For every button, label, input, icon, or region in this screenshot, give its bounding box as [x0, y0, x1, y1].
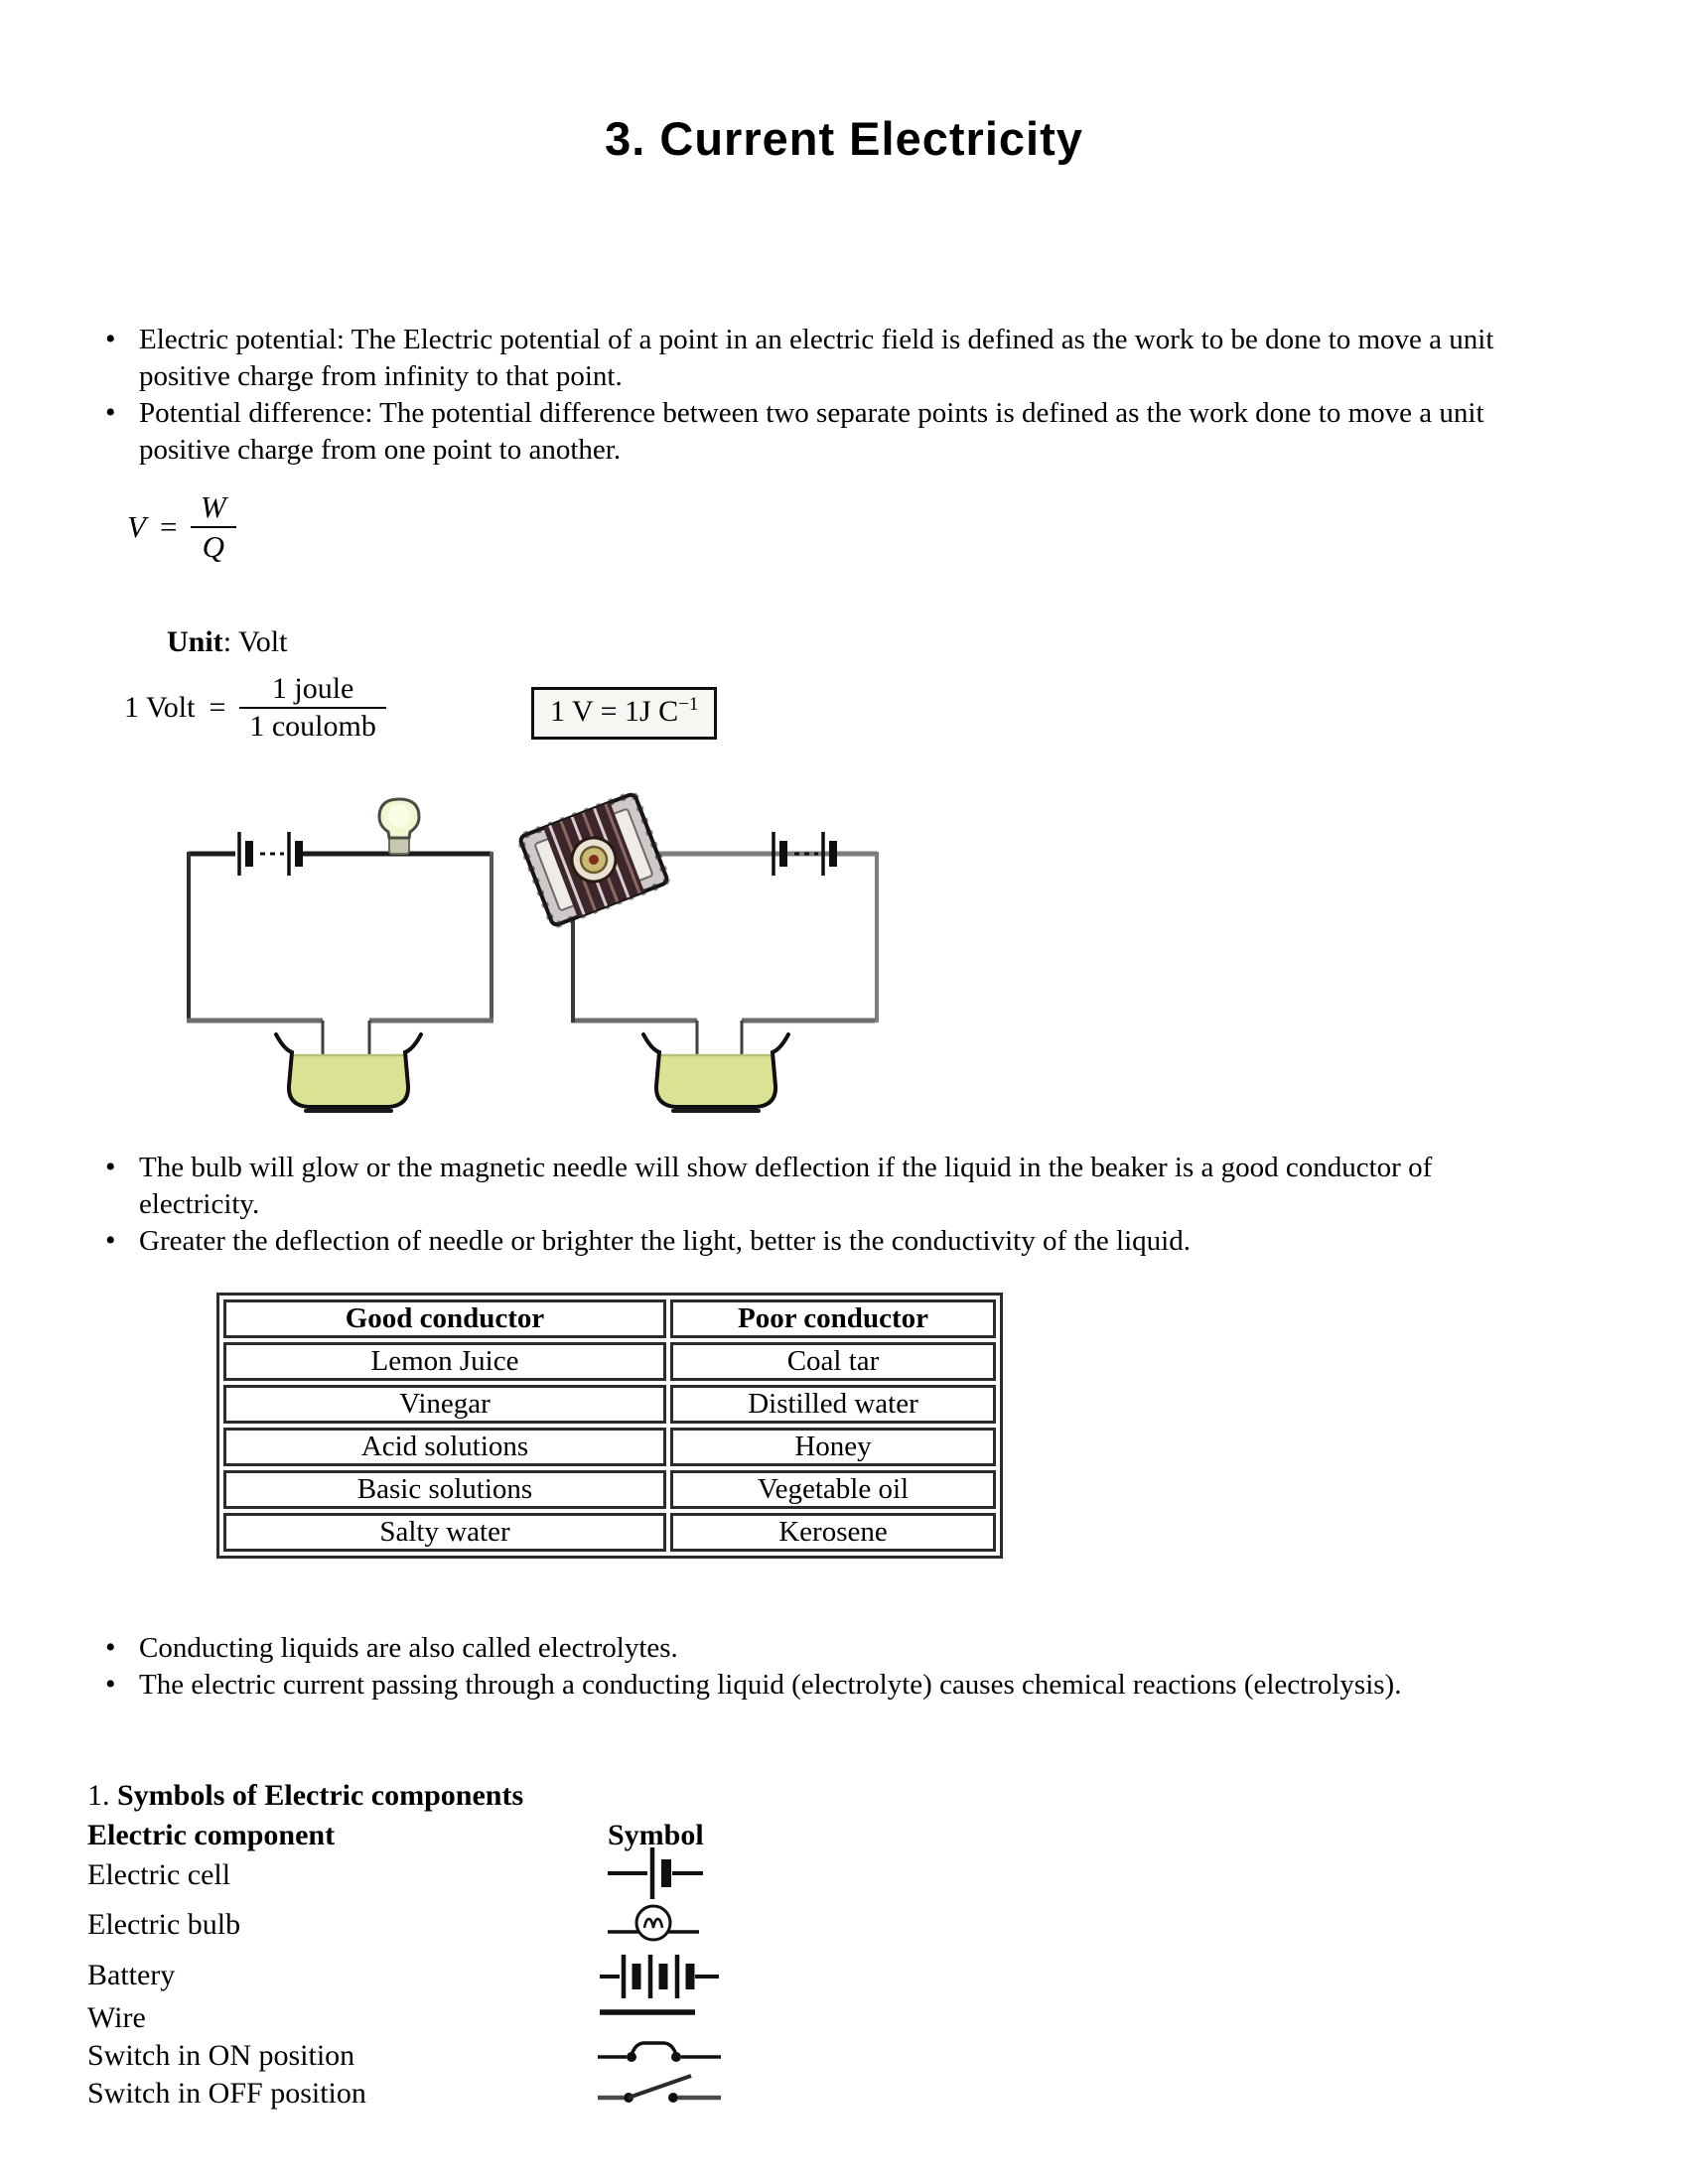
fraction-numerator: 1 joule — [271, 672, 354, 705]
bullet-item: • Conducting liquids are also called electrolytes. — [99, 1630, 1534, 1667]
bulb-circuit — [187, 799, 493, 1111]
cell-symbol-icon — [596, 1844, 715, 1902]
component-label: Electric bulb — [87, 1908, 241, 1941]
bullet-item: • Potential difference: The potential difference between two separate points is defined as the work done to move a unit positive charge from one point to another. — [99, 395, 1534, 469]
table-cell: Salty water — [223, 1513, 666, 1552]
symbols-section-heading — [87, 1779, 523, 1813]
beaker-icon — [276, 1034, 421, 1111]
table-row — [223, 1342, 996, 1381]
table-cell: Vegetable oil — [670, 1470, 996, 1509]
fraction — [191, 488, 236, 566]
switch-off-symbol-icon — [596, 2067, 725, 2111]
battery-cells-icon — [239, 832, 299, 876]
table-cell: Honey — [670, 1428, 996, 1466]
switch-on-symbol-icon — [596, 2033, 725, 2069]
component-label: Switch in ON position — [87, 2039, 355, 2072]
table-cell: Acid solutions — [223, 1428, 666, 1466]
table-row — [223, 1428, 996, 1466]
component-label: Electric cell — [87, 1858, 231, 1891]
electrolyte-bullet-list — [99, 1630, 1534, 1704]
battery-symbol-icon — [596, 1950, 725, 2003]
equals-sign: = — [157, 509, 179, 544]
conductor-table — [216, 1293, 1003, 1559]
wire-symbol-icon — [596, 2003, 705, 2021]
component-label: Switch in OFF position — [87, 2077, 366, 2110]
symbol-column-header: Symbol — [608, 1819, 704, 1851]
equation-exponent: −1 — [678, 694, 699, 715]
circuit-diagrams — [139, 774, 923, 1122]
unit-value: : Volt — [222, 625, 288, 658]
page-title: 3. Current Electricity — [605, 112, 1083, 165]
intro-bullet-list — [99, 322, 1534, 469]
heading-number: 1. — [87, 1779, 117, 1812]
fraction-denominator: Q — [202, 529, 224, 564]
boxed-volt-equation — [531, 687, 717, 740]
table-header-row — [223, 1299, 996, 1338]
component-label: Wire — [87, 2001, 146, 2034]
compass-galvanometer-icon — [519, 793, 668, 926]
column-header: Good conductor — [223, 1299, 666, 1338]
component-label: Battery — [87, 1959, 176, 1991]
bullet-item: • Electric potential: The Electric potential of a point in an electric field is defined as the work to be done to move a unit positive charge from infinity to that point. — [99, 322, 1534, 395]
bullet-item: • The bulb will glow or the magnetic needle will show deflection if the liquid in the beaker is a good conductor of electricity. — [99, 1150, 1534, 1223]
table-row — [223, 1470, 996, 1509]
table-cell: Distilled water — [670, 1385, 996, 1424]
table-cell: Kerosene — [670, 1513, 996, 1552]
formula-lhs: 1 Volt — [124, 691, 196, 724]
bulb-icon — [379, 799, 419, 854]
observation-bullet-list — [99, 1150, 1534, 1260]
unit-line — [167, 625, 287, 659]
fraction — [239, 671, 386, 745]
volt-definition-formula — [124, 671, 386, 745]
heading-text: Symbols of Electric components — [117, 1779, 524, 1812]
potential-formula — [127, 488, 236, 566]
equals-sign: = — [209, 691, 226, 724]
table-cell: Coal tar — [670, 1342, 996, 1381]
bullet-item: • Greater the deflection of needle or brighter the light, better is the conductivity of the liquid. — [99, 1223, 1534, 1260]
table-row — [223, 1513, 996, 1552]
bullet-item: • The electric current passing through a conducting liquid (electrolyte) causes chemical reactions (electrolysis). — [99, 1667, 1534, 1704]
bulb-symbol-icon — [596, 1898, 715, 1952]
equation-base: 1 V = 1J C — [550, 695, 679, 728]
table-cell: Basic solutions — [223, 1470, 666, 1509]
formula-lhs: V — [127, 509, 146, 544]
column-header: Poor conductor — [670, 1299, 996, 1338]
table-cell: Lemon Juice — [223, 1342, 666, 1381]
unit-label: Unit — [167, 625, 223, 658]
component-column-header: Electric component — [87, 1819, 336, 1851]
fraction-numerator: W — [200, 489, 226, 524]
compass-circuit — [519, 793, 877, 1111]
table-cell: Vinegar — [223, 1385, 666, 1424]
fraction-denominator: 1 coulomb — [249, 710, 376, 743]
table-row — [223, 1385, 996, 1424]
beaker-icon — [643, 1034, 788, 1111]
